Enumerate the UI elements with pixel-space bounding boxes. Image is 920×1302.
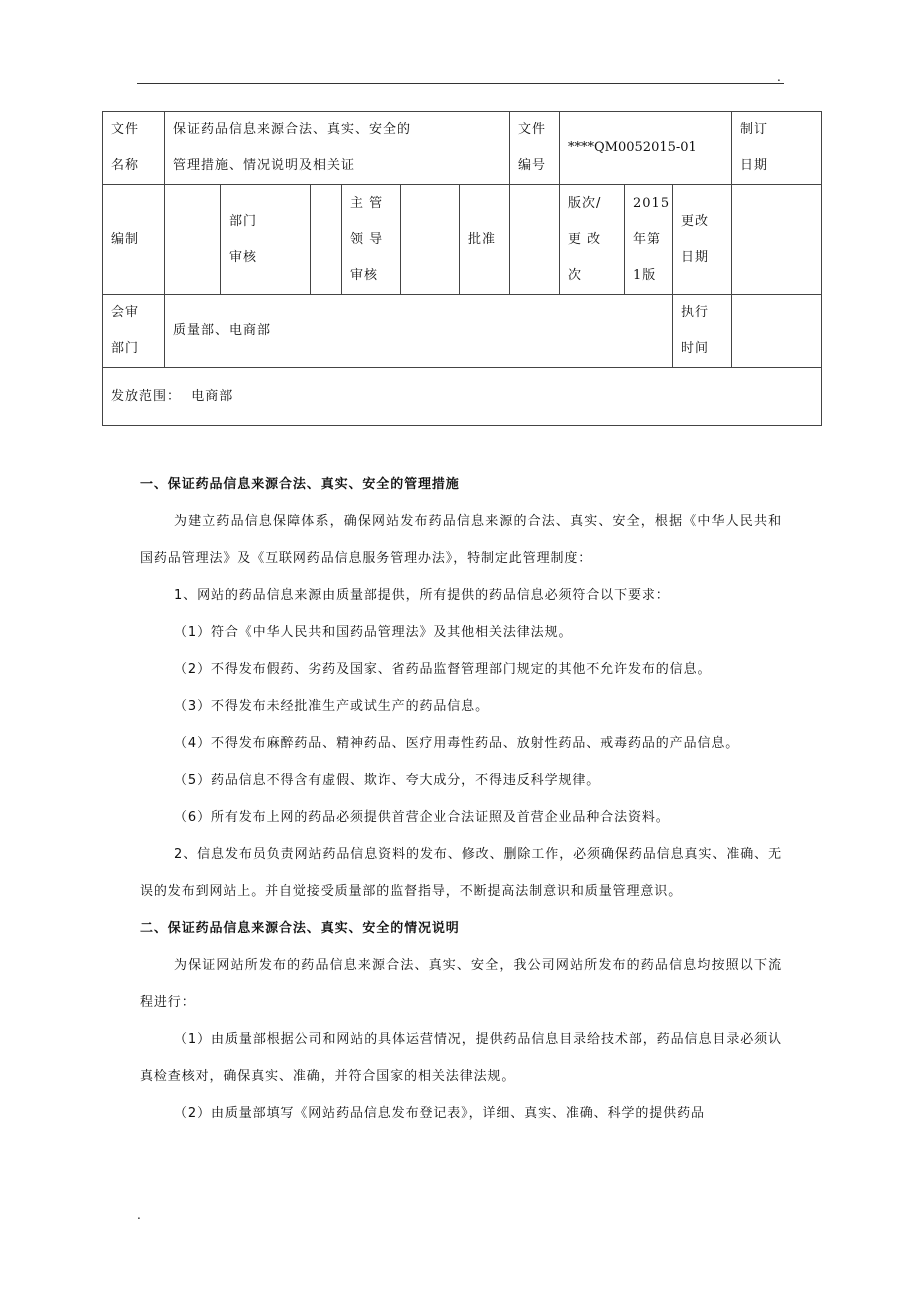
compile-value bbox=[165, 185, 221, 295]
approve-value bbox=[510, 185, 560, 295]
process-step-2: （2）由质量部填写《网站药品信息发布登记表》，详细、真实、准确、科学的提供药品 bbox=[174, 1106, 705, 1121]
exec-label: 执行 时间 bbox=[673, 295, 732, 368]
process-step-1: （1）由质量部根据公司和网站的具体运营情况，提供药品信息目录给技术部，药品信息目录必须认真检查核对，确保真实、准确，并符合国家的相关法律法规。 bbox=[140, 1032, 782, 1084]
header-mark: . bbox=[777, 70, 781, 84]
exec-value bbox=[732, 295, 822, 368]
section2-intro: 为保证网站所发布的药品信息来源合法、真实、安全，我公司网站所发布的药品信息均按照以下流程进行： bbox=[140, 958, 782, 1010]
change-date-value bbox=[732, 185, 822, 295]
requirement-1-4: （4）不得发布麻醉药品、精神药品、医疗用毒性药品、放射性药品、戒毒药品的产品信息。 bbox=[174, 736, 740, 751]
document-body bbox=[140, 466, 782, 1132]
document-control-table bbox=[102, 111, 822, 426]
file-name-value: 保证药品信息来源合法、真实、安全的 管理措施、情况说明及相关证 bbox=[165, 112, 510, 185]
requirement-1-3: （3）不得发布未经批准生产或试生产的药品信息。 bbox=[174, 699, 489, 714]
section2-title: 二、保证药品信息来源合法、真实、安全的情况说明 bbox=[140, 921, 460, 936]
section1-intro: 为建立药品信息保障体系，确保网站发布药品信息来源的合法、真实、安全，根据《中华人民共和国药品管理法》及《互联网药品信息服务管理办法》，特制定此管理制度： bbox=[140, 514, 782, 566]
requirement-1: 1、网站的药品信息来源由质量部提供，所有提供的药品信息必须符合以下要求： bbox=[174, 588, 670, 603]
header-rule bbox=[137, 83, 784, 84]
leader-review-label: 主 管 领 导 审核 bbox=[342, 185, 401, 295]
requirement-1-5: （5）药品信息不得含有虚假、欺诈、夸大成分，不得违反科学规律。 bbox=[174, 773, 601, 788]
cosign-value: 质量部、电商部 bbox=[165, 295, 673, 368]
issue-date-label: 制订 日期 bbox=[732, 112, 822, 185]
change-date-label: 更改 日期 bbox=[673, 185, 732, 295]
cosign-label: 会审 部门 bbox=[103, 295, 165, 368]
version-label: 版次/ 更 改 次 bbox=[560, 185, 625, 295]
file-name-label: 文件 名称 bbox=[103, 112, 165, 185]
version-value: 2015 年第 1版 bbox=[625, 185, 673, 295]
distribution: 发放范围： 电商部 bbox=[103, 368, 822, 426]
requirement-1-6: （6）所有发布上网的药品必须提供首营企业合法证照及首营企业品种合法资料。 bbox=[174, 810, 670, 825]
dept-review-label: 部门 审核 bbox=[221, 185, 311, 295]
file-no-value: ****QM0052015-01 bbox=[560, 112, 732, 185]
leader-review-value bbox=[401, 185, 460, 295]
requirement-1-2: （2）不得发布假药、劣药及国家、省药品监督管理部门规定的其他不允许发布的信息。 bbox=[174, 662, 712, 677]
dept-review-value bbox=[311, 185, 342, 295]
requirement-1-1: （1）符合《中华人民共和国药品管理法》及其他相关法律法规。 bbox=[174, 625, 573, 640]
requirement-2: 2、信息发布员负责网站药品信息资料的发布、修改、删除工作，必须确保药品信息真实、准确、无误的发布到网站上。并自觉接受质量部的监督指导，不断提高法制意识和质量管理意识。 bbox=[140, 847, 782, 899]
approve-label: 批准 bbox=[460, 185, 510, 295]
section1-title: 一、保证药品信息来源合法、真实、安全的管理措施 bbox=[140, 477, 460, 492]
file-no-label: 文件 编号 bbox=[510, 112, 560, 185]
footer-mark: . bbox=[137, 1208, 141, 1222]
compile-label: 编制 bbox=[103, 185, 165, 295]
